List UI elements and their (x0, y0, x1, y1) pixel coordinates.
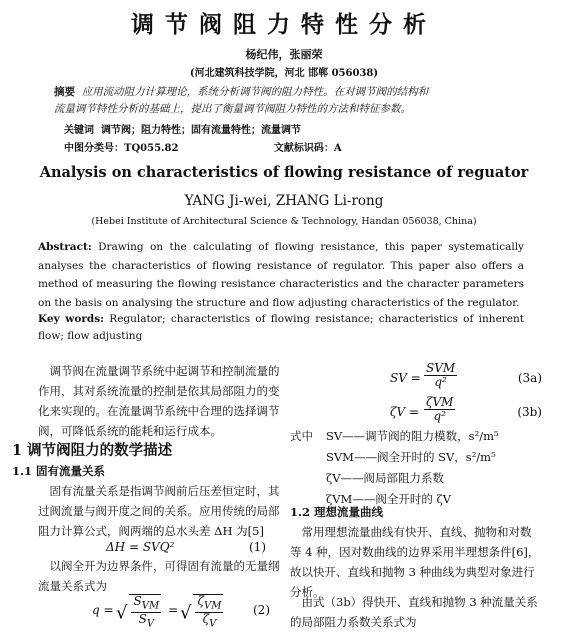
section-1-2-heading: 1.2 理想流量曲线 (290, 505, 384, 519)
doc-code-value: A (333, 143, 342, 154)
english-title: Analysis on characteristics of flowing resistance of reguator (39, 164, 529, 181)
clc-label: 中图分类号： (64, 143, 124, 154)
definition-zeta-v: ζV——阀局部阻力系数 (326, 471, 445, 485)
section-1-2-paragraph-2 (290, 592, 540, 632)
eq1-lhs: ΔH (106, 540, 126, 554)
abstract-label: 摘要 (54, 86, 75, 98)
eq3b-lhs: ζV = (390, 405, 420, 419)
section-1-1-paragraph-2 (38, 556, 283, 596)
p1-text: 固有流量关系是指调节阀前后压差恒定时，其过阀流量与阀开度之间的关系。应用传统的局部阻力计算公式，阀两端的总水头差 (38, 484, 280, 538)
eq2-lhs: q = (92, 603, 114, 617)
en-keywords-text: Regulator; characteristics of flowing resistance; characteristics of inherent flow; flow adjusting (38, 313, 524, 342)
equation-2 (92, 594, 270, 628)
equation-1 (106, 540, 266, 554)
eq3b-numerator: ζVM (426, 395, 454, 409)
definition-sv: SV——调节阀的阻力模数，s²/m⁵ (326, 429, 499, 443)
eq3b-number: (3b) (517, 405, 542, 419)
p2-text: 以阀全开为边界条件，可得固有流量的无量纲流量关系式为 (38, 559, 280, 593)
variable-definitions (326, 426, 499, 510)
clc-value: TQ055.82 (124, 143, 179, 154)
english-affiliation: (Hebei Institute of Architectural Science & Technology, Handan 056038, China) (91, 216, 477, 227)
doc-code-label: 文献标识码： (273, 143, 334, 154)
section-1-1-paragraph (38, 481, 283, 541)
eq3a-number: (3a) (517, 371, 542, 385)
chinese-abstract (54, 84, 524, 118)
equation-3a (390, 362, 542, 394)
p1-tail: ΔH 为[5] (214, 524, 264, 538)
en-abstract-text: Drawing on the calculating of flowing resistance, this paper systematically analyses the characteristics of flowing resistance of regulator. This paper also offers a method of measuring the flowing resistance characteristics and the character parameters on the basis on analysing the structure and flow adjusting characteristics of the regulator. (38, 241, 524, 309)
eq3b-denominator: q² (433, 409, 446, 423)
eq2-number: (2) (253, 603, 270, 617)
section-1-2-paragraph (290, 522, 540, 602)
eq2-radical-1: √ $\frac{S_{VM}}{S_V}$ (116, 594, 160, 630)
english-keywords (38, 311, 524, 345)
english-abstract (38, 238, 524, 312)
keywords-label: 关键词 (64, 125, 94, 136)
keywords-text: 调节阀；阻力特性；固有流量特性；流量调节 (100, 125, 301, 136)
eq3b-fraction (424, 396, 455, 423)
chinese-keywords (64, 121, 301, 136)
intro-text: 调节阀在流量调节系统中起调节和控制流量的作用，其对系统流量的控制是依其局部阻力的变化来实现的。在流量调节系统中合理的选择调节阀，可降低系统的能耗和运行成本。 (38, 364, 280, 438)
en-keywords-label: Key words: (38, 313, 104, 325)
eq1-number: (1) (249, 540, 266, 554)
definition-svm: SVM——阀全开时的 SV，s²/m⁵ (326, 450, 496, 464)
eq3a-lhs: SV = (390, 371, 421, 385)
p3-text: 常用理想流量曲线有快开、直线、抛物和对数等 4 种，因对数曲线的边界采用半理想条件[6]，故以快开、直线和抛物 3 种曲线为典型对象进行分析。 (290, 525, 540, 599)
eq3a-denominator: q² (434, 375, 447, 389)
section-1-heading: 1 调节阀阻力的数学描述 (12, 442, 173, 459)
affiliation: (河北建筑科技学院，河北 邯郸 056038) (189, 68, 379, 79)
where-label: 式中 (290, 429, 313, 443)
intro-paragraph (38, 361, 283, 441)
paper-title: 调节阀阻力特性分析 (131, 11, 437, 38)
abstract-text-2: 流量调节特性分析的基础上，提出了衡量调节阀阻力特性的方法和特征参数。 (54, 103, 411, 115)
english-authors: YANG Ji-wei, ZHANG Li-rong (184, 193, 384, 209)
equation-3b (390, 396, 542, 428)
abstract-text-1: 应用流动阻力计算理论，系统分析调节阀的阻力特性。在对调节阀的结构和 (81, 86, 429, 98)
eq3a-numerator: SVM (426, 361, 456, 375)
en-abstract-label: Abstract: (38, 241, 92, 253)
eq1-rhs: = SVQ² (128, 540, 175, 554)
eq2-equals: = (168, 603, 179, 617)
authors: 杨纪伟，张丽荣 (245, 48, 323, 61)
definition-zeta-vm: ζVM——阀全开时的 ζV (326, 492, 452, 506)
section-1-1-heading: 1.1 固有流量关系 (12, 464, 106, 478)
classification-line (64, 139, 342, 154)
eq2-radical-2: √ $\frac{\zeta_{VM}}{\zeta_V}$ (180, 594, 222, 630)
p4-text: 由式（3b）得快开、直线和抛物 3 种流量关系的局部阻力系数关系式为 (290, 595, 538, 629)
eq3a-fraction (424, 362, 457, 389)
